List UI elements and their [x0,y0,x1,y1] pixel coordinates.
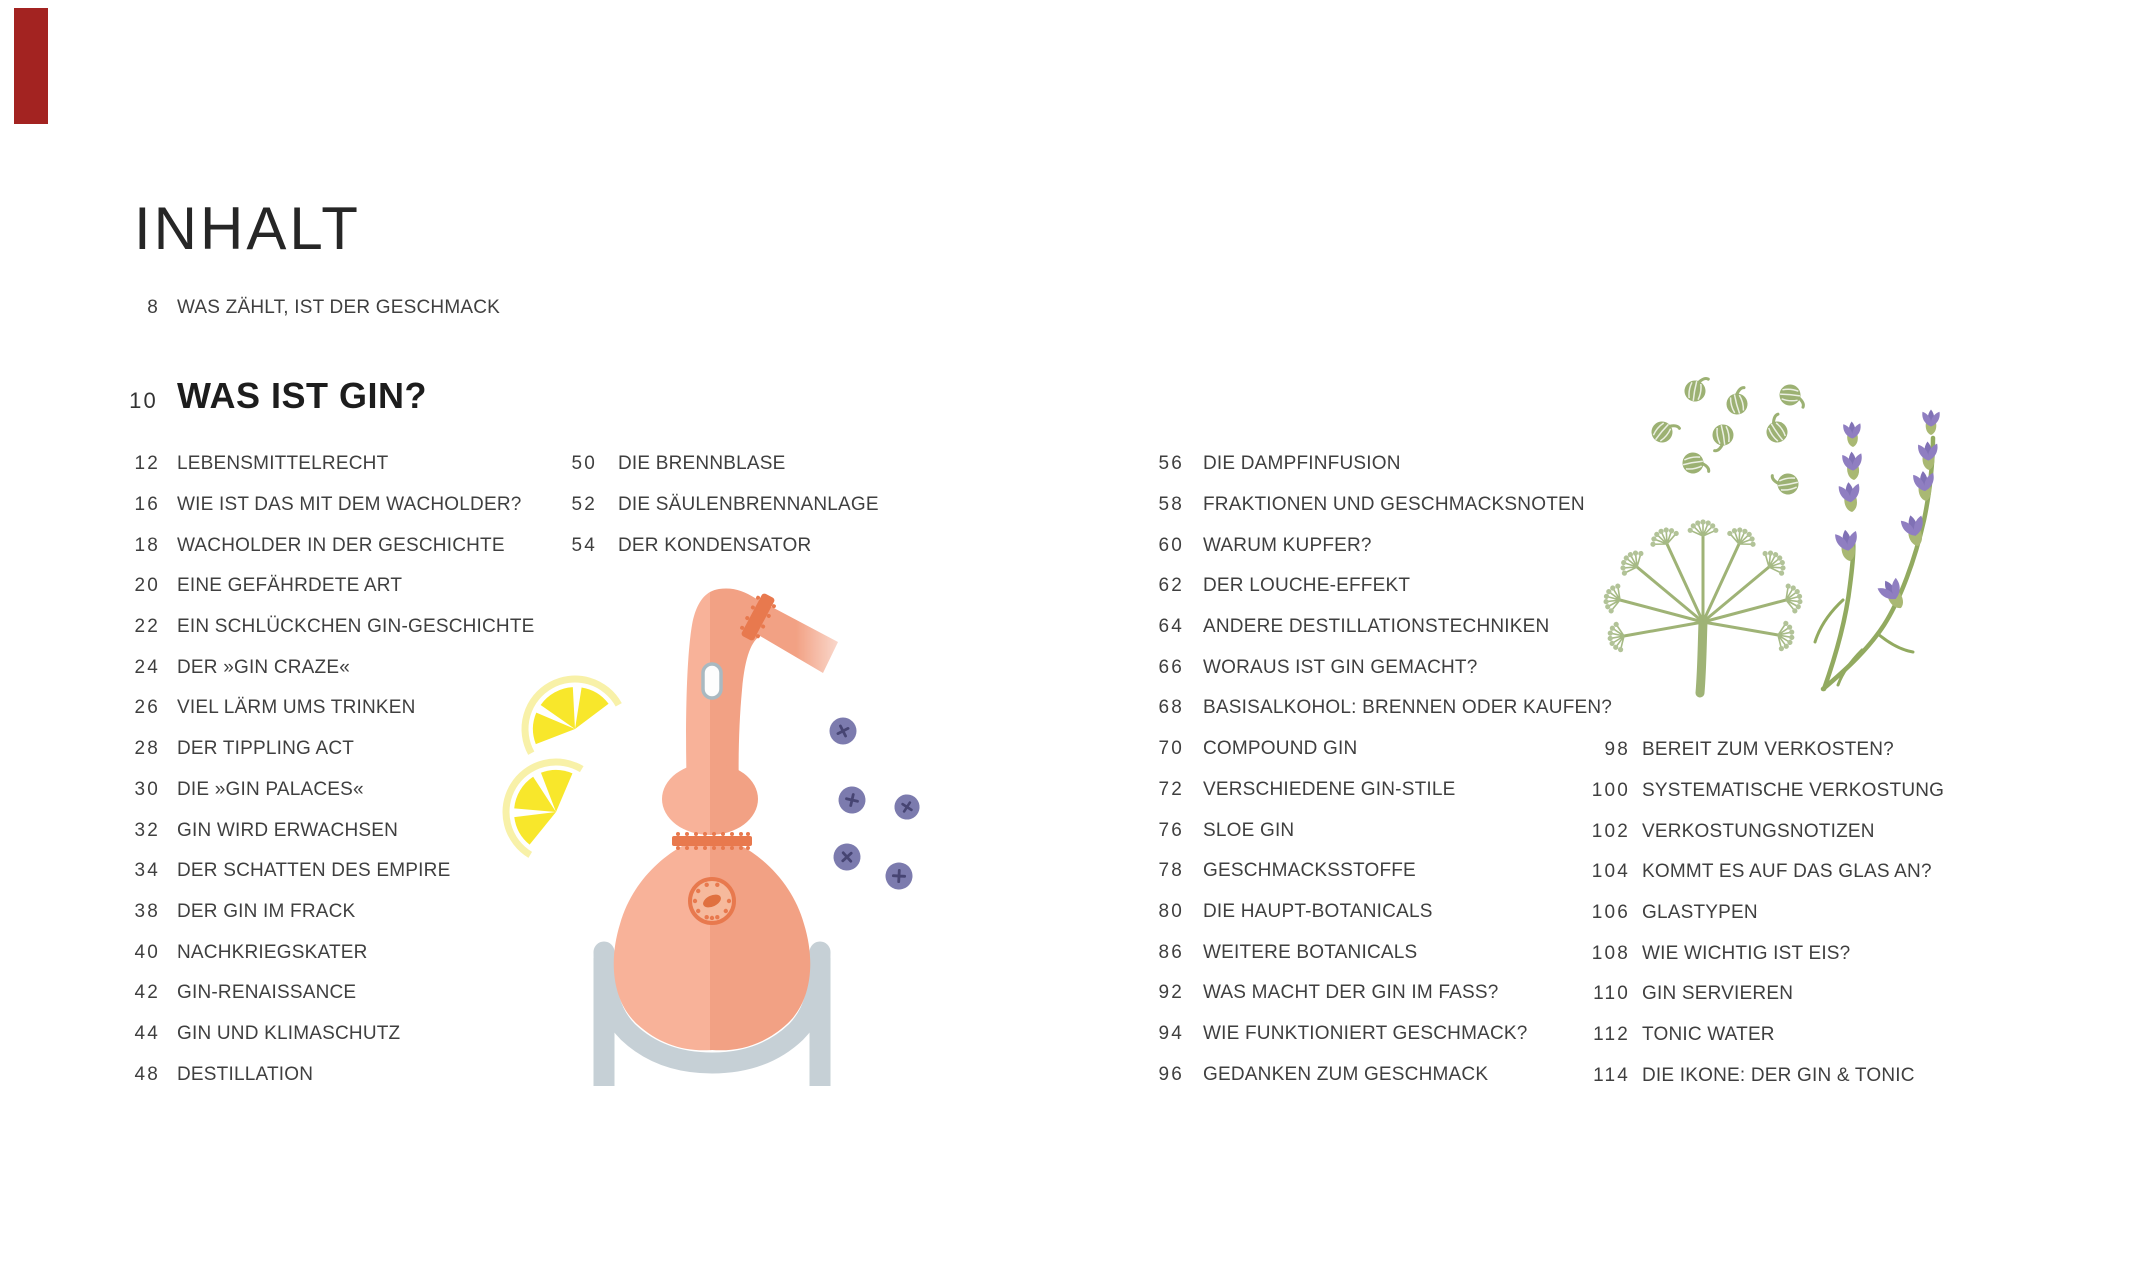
toc-entry [1120,973,1612,1014]
page-number: 86 [1158,941,1184,963]
entry-label: WAS ZÄHLT, IST DER GESCHMACK [177,297,501,319]
entry-label: KOMMT ES AUF DAS GLAS AN? [1642,861,1932,883]
page-number: 68 [1158,697,1184,719]
toc-entry [1560,1056,1944,1097]
toc-entry [1120,1054,1612,1095]
page-number: 100 [1591,780,1630,802]
toc-entry [96,810,535,851]
toc-entry [1120,770,1612,811]
entry-label: GESCHMACKSSTOFFE [1203,860,1416,882]
entry-label: DER KONDENSATOR [618,534,812,556]
entry-label: DIE »GIN PALACES« [177,778,364,800]
page-number: 102 [1591,820,1630,842]
entry-label: GIN WIRD ERWACHSEN [177,819,399,841]
manway-port [690,879,734,923]
entry-label: SYSTEMATISCHE VERKOSTUNG [1642,780,1945,802]
page-title: INHALT [134,195,361,262]
page-number: 24 [134,656,160,678]
toc-entry [1120,566,1612,607]
page-number: 42 [134,982,160,1004]
page-number: 56 [1158,453,1184,475]
entry-label: SLOE GIN [1203,819,1295,841]
page-number: 76 [1158,819,1184,841]
entry-label: GEDANKEN ZUM GESCHMACK [1203,1063,1489,1085]
section-heading-row [96,374,427,417]
entry-label: WARUM KUPFER? [1203,534,1372,556]
page-number: 60 [1158,534,1184,556]
entry-label: DIE SÄULENBRENNANLAGE [618,494,879,516]
toc-entry [96,729,535,770]
toc-column-3 [1120,444,1612,1095]
entry-label: DIE DAMPFINFUSION [1203,453,1401,475]
toc-intro-entry [96,288,500,329]
dill-umbel [1600,519,1806,693]
page-number: 32 [134,819,160,841]
toc-entry [1120,810,1612,851]
page-number: 54 [571,534,597,556]
entry-label: NACHKRIEGSKATER [177,941,368,963]
toc-entry [96,1014,535,1055]
sight-glass [703,664,721,698]
entry-label: GLASTYPEN [1642,902,1758,924]
page-number: 80 [1158,900,1184,922]
page-number: 26 [134,697,160,719]
waist-band [672,832,752,850]
page-number: 94 [1158,1022,1184,1044]
page-number: 50 [571,453,597,475]
toc-entry [1560,1015,1944,1056]
entry-label: DER TIPPLING ACT [177,738,355,760]
toc-entry [96,525,535,566]
entry-label: DIE IKONE: DER GIN & TONIC [1642,1064,1915,1086]
entry-label: DIE HAUPT-BOTANICALS [1203,900,1433,922]
entry-label: GIN SERVIEREN [1642,983,1794,1005]
toc-column-2 [530,444,879,566]
entry-label: DIE BRENNBLASE [618,453,786,475]
page-number: 110 [1593,983,1630,1005]
entry-label: WEITERE BOTANICALS [1203,941,1418,963]
page-number: 12 [134,453,160,475]
page-number: 108 [1591,942,1630,964]
page-number: 64 [1158,616,1184,638]
toc-column-4 [1560,730,1944,1096]
page-number: 106 [1591,902,1630,924]
page-number: 112 [1593,1024,1630,1046]
entry-label: VERSCHIEDENE GIN-STILE [1203,778,1456,800]
entry-label: WAS MACHT DER GIN IM FASS? [1203,982,1499,1004]
toc-entry [1560,811,1944,852]
toc-entry [1120,525,1612,566]
page-number: 66 [1158,656,1184,678]
toc-entry [96,607,535,648]
entry-label: BASISALKOHOL: BRENNEN ODER KAUFEN? [1203,697,1613,719]
page-number: 48 [134,1063,160,1085]
page-number: 8 [147,297,160,319]
toc-entry [1120,444,1612,485]
page-number: 98 [1604,739,1630,761]
entry-label: TONIC WATER [1642,1024,1775,1046]
toc-entry [1120,647,1612,688]
entry-label: DER GIN IM FRACK [177,900,356,922]
toc-entry [530,525,879,566]
page-number: 78 [1158,860,1184,882]
page-number: 28 [134,738,160,760]
page-number: 34 [134,860,160,882]
entry-label: WIE WICHTIG IST EIS? [1642,942,1851,964]
toc-entry [1120,485,1612,526]
toc-entry [1560,771,1944,812]
entry-label: WIE IST DAS MIT DEM WACHOLDER? [177,494,522,516]
entry-label: DER LOUCHE-EFFEKT [1203,575,1411,597]
entry-label: DER »GIN CRAZE« [177,656,350,678]
toc-entry [1120,892,1612,933]
toc-entry [96,770,535,811]
entry-label: DESTILLATION [177,1063,314,1085]
page-number: 114 [1593,1064,1630,1086]
still-stand [604,952,820,1086]
page-number: 92 [1158,982,1184,1004]
page-number: 72 [1158,778,1184,800]
toc-column-1 [96,444,535,1095]
toc-entry [96,566,535,607]
page-number: 96 [1158,1063,1184,1085]
entry-label: ANDERE DESTILLATIONSTECHNIKEN [1203,616,1550,638]
toc-entry [96,932,535,973]
toc-entry [1560,893,1944,934]
page-number: 10 [129,388,158,413]
toc-entry [1120,1014,1612,1055]
page-number: 40 [134,941,160,963]
page-number: 20 [134,575,160,597]
toc-entry [1120,688,1612,729]
toc-entry [96,1054,535,1095]
lavender-sprigs [1815,410,1942,690]
coriander-seeds [1647,375,1805,497]
entry-label: WORAUS IST GIN GEMACHT? [1203,656,1478,678]
entry-label: WIE FUNKTIONIERT GESCHMACK? [1203,1022,1528,1044]
toc-entry [96,688,535,729]
pipe-fade [796,575,888,697]
entry-label: FRAKTIONEN UND GESCHMACKSNOTEN [1203,494,1585,516]
page-number: 52 [571,494,597,516]
page-number: 104 [1591,861,1630,883]
toc-entry [96,647,535,688]
toc-entry [530,485,879,526]
page-number: 30 [134,778,160,800]
toc-entry [96,973,535,1014]
juniper-berries [830,718,925,895]
entry-label: VERKOSTUNGSNOTIZEN [1642,820,1875,842]
entry-label: COMPOUND GIN [1203,738,1358,760]
entry-label: VIEL LÄRM UMS TRINKEN [177,697,416,719]
page-number: 18 [134,534,160,556]
toc-entry [1560,852,1944,893]
entry-label: WACHOLDER IN DER GESCHICHTE [177,534,505,556]
toc-entry [1120,729,1612,770]
toc-entry [96,892,535,933]
entry-label: LEBENSMITTELRECHT [177,453,389,475]
toc-entry [1120,932,1612,973]
section-title: WAS IST GIN? [177,375,428,416]
page-number: 62 [1158,575,1184,597]
page-number: 22 [134,616,160,638]
toc-entry [1120,851,1612,892]
page-number: 44 [134,1022,160,1044]
toc-entry [1560,933,1944,974]
entry-label: GIN UND KLIMASCHUTZ [177,1022,401,1044]
toc-entry [96,851,535,892]
page-number: 16 [134,494,160,516]
page-number: 58 [1158,494,1184,516]
pipe-flange [737,591,779,644]
entry-label: EIN SCHLÜCKCHEN GIN-GESCHICHTE [177,616,535,638]
toc-entry [1120,607,1612,648]
page-number: 38 [134,900,160,922]
page-number: 70 [1158,738,1184,760]
entry-label: GIN-RENAISSANCE [177,982,357,1004]
entry-label: BEREIT ZUM VERKOSTEN? [1642,739,1894,761]
toc-entry [96,444,535,485]
toc-entry [530,444,879,485]
corner-marker [14,8,48,124]
toc-entry [96,485,535,526]
toc-entry [1560,730,1944,771]
entry-label: DER SCHATTEN DES EMPIRE [177,860,451,882]
entry-label: EINE GEFÄHRDETE ART [177,575,403,597]
toc-entry [1560,974,1944,1015]
pot-still-illustration [614,575,888,1050]
